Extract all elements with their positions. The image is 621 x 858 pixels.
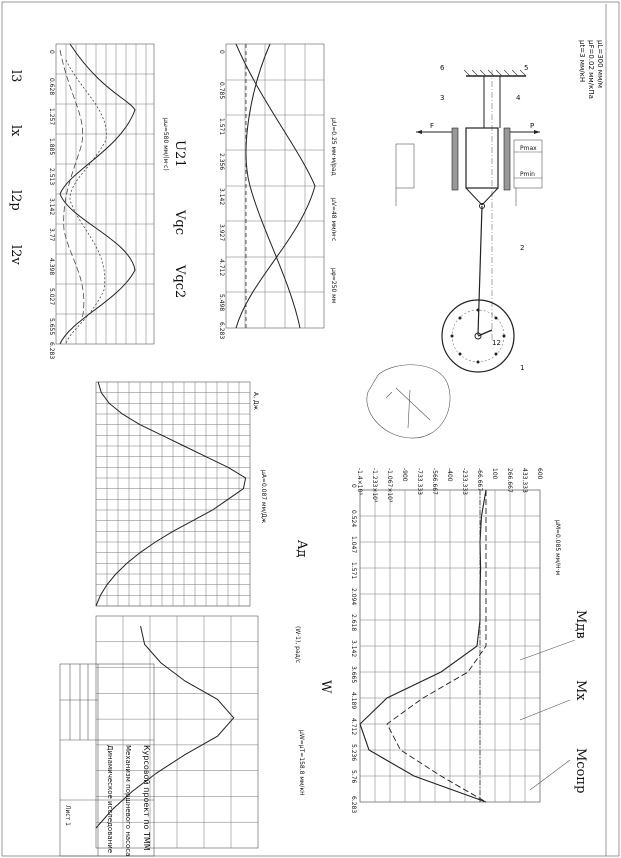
legend-l2p (8, 190, 23, 211)
energy-series-line (96, 626, 234, 828)
label-12: 12 (492, 339, 501, 347)
legend-vqc (172, 209, 187, 235)
svg-text:0.785: 0.785 (218, 82, 225, 100)
legend-w (318, 680, 333, 694)
work-series-line (96, 382, 246, 606)
titleblock-sheet (106, 745, 114, 853)
label-1: 1 (520, 364, 525, 372)
moment-y-tick: -566.667 (431, 468, 438, 495)
moment-x-ticks (350, 484, 357, 813)
pmin-label: Pmin (520, 171, 535, 178)
moment-x-tick: 1.571 (350, 562, 357, 580)
moment-y-ticks (356, 468, 543, 503)
kinematics-upper-chart (226, 44, 324, 328)
work-chart (96, 382, 250, 606)
svg-text:Mдв: Mдв (573, 610, 588, 639)
moment-y-tick: 266.667 (506, 468, 513, 493)
moment-x-tick: 5.76 (350, 770, 357, 784)
energy-scale (298, 730, 305, 796)
work-scale (260, 470, 267, 524)
pmax-label: Pmax (520, 145, 537, 152)
svg-text:0: 0 (218, 50, 225, 54)
svg-text:U21: U21 (172, 140, 187, 168)
blob-sketch (367, 365, 450, 438)
scale-block (578, 40, 604, 99)
moment-x-tick: 4.189 (350, 692, 357, 710)
legend-vqc2 (172, 264, 187, 298)
titleblock-footer (64, 805, 71, 826)
scale-mu-f: μF=0.02 мм/кПа (587, 40, 595, 99)
svg-text:3.142: 3.142 (218, 188, 225, 206)
label-P: P (530, 122, 535, 130)
legend-u21 (172, 140, 187, 168)
svg-text:6.283: 6.283 (218, 322, 225, 340)
sheet-frame (2, 2, 619, 856)
svg-text:4.398: 4.398 (48, 258, 55, 276)
scale-mu-l: μL=300 мм/м (596, 40, 604, 89)
svg-text:4.712: 4.712 (218, 259, 225, 277)
mechanism-diagram (396, 64, 542, 372)
moment-x-tick: 4.712 (350, 718, 357, 736)
work-axis-label (252, 392, 259, 411)
moment-x-tick: 2.094 (350, 588, 357, 606)
moment-x-tick: 0 (350, 484, 357, 488)
legend-ad (294, 539, 309, 557)
legend-msopr (573, 748, 588, 793)
legend-lx (8, 125, 23, 137)
svg-text:3.142: 3.142 (48, 198, 55, 216)
moment-x-tick: 3.142 (350, 640, 357, 658)
svg-text:lx: lx (8, 125, 23, 137)
legend-l2v (8, 245, 23, 265)
moment-y-tick: 433.333 (521, 468, 528, 493)
kinematics-lower-chart (56, 44, 154, 344)
label-5: 5 (524, 64, 529, 72)
svg-text:5.027: 5.027 (48, 288, 55, 306)
legend-mx (573, 680, 588, 701)
moment-x-tick: 5.236 (350, 744, 357, 762)
svg-text:μV=48 мм/м·с: μV=48 мм/м·с (330, 198, 337, 242)
svg-text:Динамическое исследование: Динамическое исследование (106, 745, 114, 854)
svg-text:μA=0.087 мм/Дж: μA=0.087 мм/Дж (260, 470, 267, 524)
svg-text:5.498: 5.498 (218, 294, 225, 312)
svg-text:μW=μT=158.8 мм/кН: μW=μT=158.8 мм/кН (298, 730, 305, 796)
moment-scale (554, 520, 561, 575)
moment-y-tick: -900 (401, 468, 408, 482)
svg-text:1.571: 1.571 (218, 118, 225, 136)
lower-scale-label (162, 118, 169, 171)
svg-text:μM=0.085 мм/Н·м: μM=0.085 мм/Н·м (554, 520, 561, 576)
svg-text:μU=0.25 мм·м/рад: μU=0.25 мм·м/рад (330, 118, 337, 176)
svg-text:(W·1), рад/с: (W·1), рад/с (294, 626, 301, 664)
scale-mu-t: μt=3 мм/кН (578, 40, 586, 83)
energy-axis-label (294, 626, 301, 663)
svg-text:2.513: 2.513 (48, 168, 55, 186)
svg-text:Лист 1: Лист 1 (64, 805, 71, 826)
svg-text:0: 0 (48, 50, 55, 54)
moment-chart (360, 490, 540, 802)
lower-phi-ticks (48, 50, 55, 359)
legend-l3 (8, 70, 23, 82)
svg-text:l2p: l2p (8, 190, 23, 211)
label-F: F (430, 122, 435, 130)
moment-x-tick: 6.283 (350, 796, 357, 814)
svg-text:l2v: l2v (8, 245, 23, 265)
upper-scale-labels (330, 118, 337, 303)
moment-y-tick: -66.667 (476, 468, 483, 492)
moment-y-tick: -400 (446, 468, 453, 482)
moment-y-tick: -233.333 (461, 468, 468, 495)
moment-x-tick: 0.524 (350, 510, 357, 528)
moment-y-tick: -1.067×10³ (386, 468, 393, 503)
moment-y-tick: -733.333 (416, 468, 423, 495)
legend-mdv (573, 610, 588, 639)
label-2: 2 (520, 244, 525, 252)
svg-text:μφ=250 мм: μφ=250 мм (330, 268, 337, 304)
svg-text:2.356: 2.356 (218, 153, 225, 171)
svg-text:Vqc2: Vqc2 (172, 265, 187, 299)
svg-text:5.655: 5.655 (48, 318, 55, 336)
moment-x-tick: 3.665 (350, 666, 357, 684)
svg-text:1.885: 1.885 (48, 138, 55, 156)
svg-text:Aд: Aд (294, 540, 309, 558)
upper-phi-ticks (218, 50, 225, 339)
svg-text:Mсопр: Mсопр (573, 748, 588, 794)
svg-text:1.257: 1.257 (48, 108, 55, 126)
moment-y-tick: -1.4×10³ (356, 468, 363, 495)
svg-text:0.628: 0.628 (48, 78, 55, 96)
titleblock-subtitle (124, 745, 132, 856)
moment-y-tick: -1.233×10³ (371, 468, 378, 503)
svg-text:3.77: 3.77 (48, 228, 55, 242)
svg-text:Mx: Mx (573, 680, 588, 701)
label-6: 6 (440, 64, 445, 72)
moment-x-tick: 2.618 (350, 614, 357, 632)
svg-text:Механизм поршневого насоса: Механизм поршневого насоса (124, 745, 132, 857)
svg-text:W: W (318, 680, 333, 694)
label-3: 3 (440, 94, 445, 102)
moment-y-tick: 100 (491, 468, 498, 480)
moment-y-tick: 600 (536, 468, 543, 480)
titleblock-title (142, 745, 151, 851)
svg-text:Vqc: Vqc (172, 210, 187, 235)
label-4: 4 (516, 94, 521, 102)
svg-text:3.927: 3.927 (218, 224, 225, 242)
energy-chart (96, 616, 258, 848)
svg-text:Курсовой проект по ТММ: Курсовой проект по ТММ (142, 745, 151, 851)
svg-text:A, Дж: A, Дж (252, 392, 259, 411)
svg-text:l3: l3 (8, 70, 23, 83)
moment-x-tick: 1.047 (350, 536, 357, 554)
svg-text:μω=580 мм/(м·с): μω=580 мм/(м·с) (162, 118, 169, 171)
svg-text:6.283: 6.283 (48, 342, 55, 360)
